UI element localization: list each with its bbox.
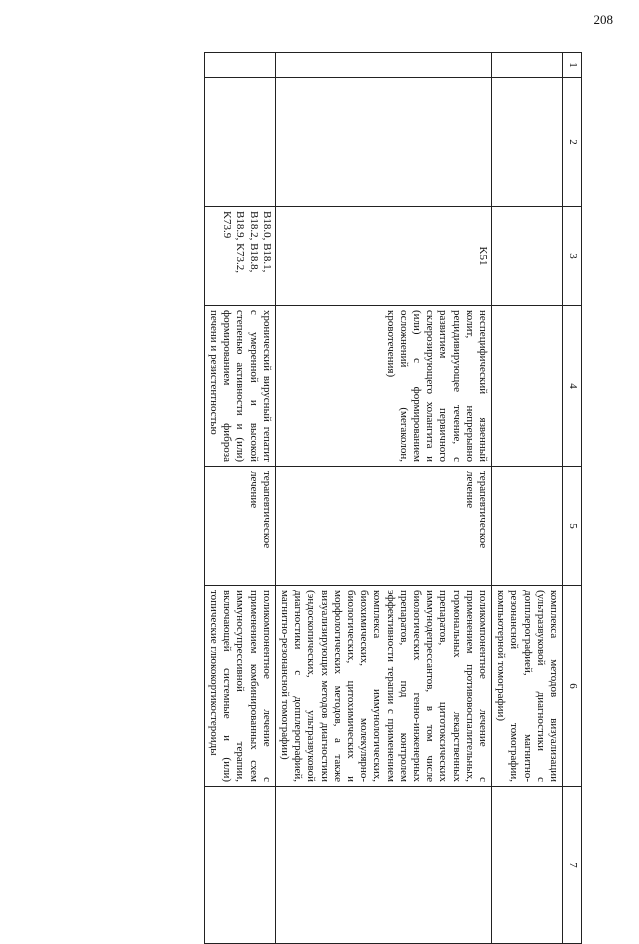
cell-col2 bbox=[275, 78, 491, 207]
patient-model-cell bbox=[491, 306, 562, 467]
patient-model-cell: хронический вирусный гепатит с умеренной и высокой степенью активности и (или) формированием фиброза печени и резистентностью bbox=[204, 306, 275, 467]
column-number-2: 2 bbox=[563, 78, 582, 207]
cell-col1 bbox=[491, 53, 562, 78]
column-number-5: 5 bbox=[563, 467, 582, 586]
column-number-3: 3 bbox=[563, 207, 582, 306]
column-number-4: 4 bbox=[563, 306, 582, 467]
cell-col7 bbox=[275, 787, 491, 944]
treatment-type-cell bbox=[491, 467, 562, 586]
treatment-method-cell: поликомпонентное лечение с применением противовоспалительных, гормональных лекарственных препаратов, цитотоксических иммунодепрессантов, в том числе биологических генно-инженерных препаратов, под контролем эффективности терапии с применением комплекса иммунологических, биохимических, молекулярно-биологических, цитохимических и морфологических методов, а также визуализирующих методов диагностики (эндоскопических, ультразвуковой диагностики с допплерографией, магнитно-резонансной томографии) bbox=[275, 586, 491, 787]
cell-col2 bbox=[491, 78, 562, 207]
treatment-type-cell: терапевтическое лечение bbox=[204, 467, 275, 586]
cell-col1 bbox=[204, 53, 275, 78]
rotated-table-container bbox=[88, 52, 582, 880]
treatment-type-cell: терапевтическое лечение bbox=[275, 467, 491, 586]
cell-col7 bbox=[204, 787, 275, 944]
treatment-method-cell: поликомпонентное лечение с применением комбинированных схем иммуносупрессивной терапии, включающей системные и (или) топические глюкокортикостероиды bbox=[204, 586, 275, 787]
page-number: 208 bbox=[593, 12, 613, 27]
column-number-1: 1 bbox=[563, 53, 582, 78]
diagnosis-codes-cell: B18.0, B18.1, B18.2, B18.8, B18.9, K73.2, K73.9 bbox=[204, 207, 275, 306]
cell-col7 bbox=[491, 787, 562, 944]
treatment-method-cell: комплекса методов визуализации (ультразвуковой диагностики с допплерографией, магнитно-резонансной томографии, компьютерной томографии) bbox=[491, 586, 562, 787]
column-number-row bbox=[563, 53, 582, 944]
column-number-7: 7 bbox=[563, 787, 582, 944]
cell-col2 bbox=[204, 78, 275, 207]
diagnosis-codes-cell: K51 bbox=[275, 207, 491, 306]
treatment-table bbox=[204, 52, 582, 944]
cell-col1 bbox=[275, 53, 491, 78]
diagnosis-codes-cell bbox=[491, 207, 562, 306]
patient-model-cell: неспецифический язвенный колит, непрерывно рецидивирующее течение, с развитием первичного склерозирующего холангита и (или) с формированием осложнений (мегаколон, кровотечения) bbox=[275, 306, 491, 467]
column-number-6: 6 bbox=[563, 586, 582, 787]
table-row bbox=[275, 53, 491, 944]
table-row bbox=[491, 53, 562, 944]
table-row bbox=[204, 53, 275, 944]
